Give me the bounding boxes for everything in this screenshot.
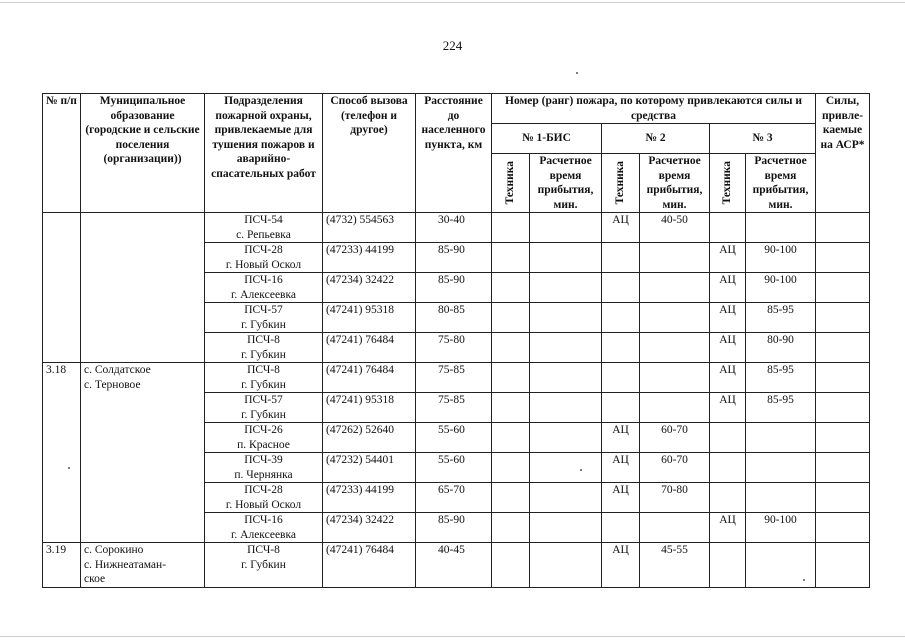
arrival-rank-1bis-cell bbox=[530, 213, 602, 243]
unit-cell bbox=[205, 213, 323, 243]
unit-location: г. Новый Оскол bbox=[225, 258, 302, 271]
tech-rank-2-cell bbox=[602, 513, 640, 543]
municipality-cell: с. Сорокино с. Нижнеатаман- ское bbox=[81, 543, 205, 588]
unit-cell bbox=[205, 333, 323, 363]
unit-cell bbox=[205, 303, 323, 333]
unit-name: ПСЧ-57 bbox=[244, 394, 283, 406]
unit-cell bbox=[205, 453, 323, 483]
table-row bbox=[43, 213, 870, 243]
arrival-rank-1bis-cell bbox=[530, 303, 602, 333]
arrival-rank-3-cell: 80-90 bbox=[746, 333, 816, 363]
unit-cell bbox=[205, 513, 323, 543]
tech-rank-1bis-cell bbox=[492, 543, 530, 588]
tech-rank-3-cell: АЦ bbox=[710, 363, 746, 393]
unit-location: г. Губкин bbox=[241, 558, 286, 571]
row-number-cell: 3.19 bbox=[43, 543, 81, 588]
tech-rank-2-cell bbox=[602, 243, 640, 273]
arrival-rank-2-cell bbox=[640, 303, 710, 333]
arrival-rank-2-cell bbox=[640, 363, 710, 393]
phone-cell: (47232) 54401 bbox=[323, 453, 416, 483]
unit-name: ПСЧ-57 bbox=[244, 304, 283, 316]
header-arrival-rank-3: Расчетное время прибытия, мин. bbox=[746, 154, 816, 213]
header-num: № п/п bbox=[43, 94, 81, 213]
unit-location: г. Алексеевка bbox=[230, 288, 297, 301]
tech-rank-1bis-cell bbox=[492, 423, 530, 453]
tech-rank-1bis-cell bbox=[492, 393, 530, 423]
distance-cell: 55-60 bbox=[416, 453, 492, 483]
scan-speck bbox=[580, 469, 582, 471]
tech-rank-2-cell: АЦ bbox=[602, 453, 640, 483]
tech-rank-3-cell: АЦ bbox=[710, 273, 746, 303]
table-row bbox=[43, 363, 870, 393]
asr-forces-cell bbox=[816, 333, 870, 363]
scan-edge-top bbox=[0, 2, 905, 3]
tech-rank-2-cell: АЦ bbox=[602, 423, 640, 453]
distance-cell: 40-45 bbox=[416, 543, 492, 588]
unit-location: г. Алексеевка bbox=[230, 528, 297, 541]
distance-cell: 75-80 bbox=[416, 333, 492, 363]
arrival-rank-3-cell: 85-95 bbox=[746, 393, 816, 423]
header-rank-3: № 3 bbox=[710, 124, 816, 154]
phone-cell: (47233) 44199 bbox=[323, 243, 416, 273]
asr-forces-cell bbox=[816, 483, 870, 513]
tech-rank-3-cell bbox=[710, 543, 746, 588]
arrival-rank-1bis-cell bbox=[530, 483, 602, 513]
arrival-rank-2-cell: 70-80 bbox=[640, 483, 710, 513]
tech-rank-1bis-cell bbox=[492, 213, 530, 243]
arrival-rank-3-cell bbox=[746, 213, 816, 243]
unit-cell bbox=[205, 423, 323, 453]
arrival-rank-3-cell: 90-100 bbox=[746, 513, 816, 543]
arrival-rank-3-cell bbox=[746, 453, 816, 483]
tech-rank-3-cell bbox=[710, 213, 746, 243]
header-tech-rank-1bis: Техника bbox=[504, 161, 517, 205]
arrival-rank-2-cell: 40-50 bbox=[640, 213, 710, 243]
tech-rank-1bis-cell bbox=[492, 483, 530, 513]
arrival-rank-3-cell: 85-95 bbox=[746, 303, 816, 333]
arrival-rank-1bis-cell bbox=[530, 333, 602, 363]
municipality-cell bbox=[81, 213, 205, 363]
tech-rank-2-cell bbox=[602, 363, 640, 393]
municipality-cell: с. Солдатское с. Терновое bbox=[81, 363, 205, 543]
tech-rank-3-cell: АЦ bbox=[710, 333, 746, 363]
unit-location: г. Губкин bbox=[241, 318, 286, 331]
tech-rank-2-cell: АЦ bbox=[602, 483, 640, 513]
asr-forces-cell bbox=[816, 363, 870, 393]
phone-cell: (47241) 95318 bbox=[323, 303, 416, 333]
header-tech-rank-3: Техника bbox=[721, 161, 734, 205]
arrival-rank-3-cell: 90-100 bbox=[746, 273, 816, 303]
tech-rank-2-cell bbox=[602, 273, 640, 303]
scan-speck bbox=[803, 579, 805, 581]
unit-name: ПСЧ-39 bbox=[244, 454, 283, 466]
arrival-rank-2-cell bbox=[640, 273, 710, 303]
tech-rank-3-cell: АЦ bbox=[710, 513, 746, 543]
unit-cell bbox=[205, 243, 323, 273]
unit-location: г. Новый Оскол bbox=[225, 498, 302, 511]
unit-cell bbox=[205, 543, 323, 588]
phone-cell: (47241) 76484 bbox=[323, 333, 416, 363]
fire-forces-table bbox=[42, 93, 870, 588]
arrival-rank-1bis-cell bbox=[530, 363, 602, 393]
distance-cell: 75-85 bbox=[416, 393, 492, 423]
page-number: 224 bbox=[442, 38, 463, 53]
header-municipality: Муниципальное образование (городские и сельские поселения (организации)) bbox=[81, 94, 205, 213]
arrival-rank-1bis-cell bbox=[530, 393, 602, 423]
tech-rank-1bis-cell bbox=[492, 453, 530, 483]
phone-cell: (47234) 32422 bbox=[323, 513, 416, 543]
asr-forces-cell bbox=[816, 543, 870, 588]
header-asr-forces: Силы, привле-каемые на АСР* bbox=[816, 94, 870, 213]
tech-rank-3-cell bbox=[710, 483, 746, 513]
arrival-rank-1bis-cell bbox=[530, 273, 602, 303]
arrival-rank-1bis-cell bbox=[530, 423, 602, 453]
row-number-cell bbox=[43, 213, 81, 363]
arrival-rank-3-cell bbox=[746, 423, 816, 453]
asr-forces-cell bbox=[816, 243, 870, 273]
tech-rank-1bis-cell bbox=[492, 243, 530, 273]
header-arrival-rank-2: Расчетное время прибытия, мин. bbox=[640, 154, 710, 213]
tech-rank-3-cell: АЦ bbox=[710, 243, 746, 273]
tech-rank-3-cell: АЦ bbox=[710, 393, 746, 423]
table-header bbox=[43, 94, 870, 213]
tech-rank-1bis-cell bbox=[492, 513, 530, 543]
unit-cell bbox=[205, 273, 323, 303]
unit-name: ПСЧ-54 bbox=[244, 214, 283, 226]
asr-forces-cell bbox=[816, 393, 870, 423]
tech-rank-2-cell: АЦ bbox=[602, 543, 640, 588]
header-call-method: Способ вызова (телефон и другое) bbox=[323, 94, 416, 213]
scan-speck bbox=[576, 72, 578, 74]
phone-cell: (4732) 554563 bbox=[323, 213, 416, 243]
unit-location: п. Красное bbox=[237, 438, 290, 451]
asr-forces-cell bbox=[816, 213, 870, 243]
scan-speck bbox=[68, 467, 70, 469]
row-number-cell: 3.18 bbox=[43, 363, 81, 543]
asr-forces-cell bbox=[816, 423, 870, 453]
tech-rank-2-cell bbox=[602, 303, 640, 333]
tech-rank-1bis-cell bbox=[492, 273, 530, 303]
distance-cell: 30-40 bbox=[416, 213, 492, 243]
arrival-rank-2-cell: 60-70 bbox=[640, 453, 710, 483]
unit-cell bbox=[205, 393, 323, 423]
arrival-rank-2-cell bbox=[640, 393, 710, 423]
phone-cell: (47241) 76484 bbox=[323, 543, 416, 588]
unit-name: ПСЧ-28 bbox=[244, 244, 283, 256]
tech-rank-1bis-cell bbox=[492, 303, 530, 333]
tech-rank-3-cell bbox=[710, 423, 746, 453]
table-row bbox=[43, 543, 870, 588]
distance-cell: 80-85 bbox=[416, 303, 492, 333]
unit-cell bbox=[205, 363, 323, 393]
arrival-rank-2-cell bbox=[640, 513, 710, 543]
asr-forces-cell bbox=[816, 513, 870, 543]
asr-forces-cell bbox=[816, 453, 870, 483]
tech-rank-2-cell bbox=[602, 393, 640, 423]
unit-location: г. Губкин bbox=[241, 408, 286, 421]
tech-rank-1bis-cell bbox=[492, 363, 530, 393]
unit-location: г. Губкин bbox=[241, 348, 286, 361]
unit-location: с. Репьевка bbox=[236, 228, 291, 241]
unit-cell bbox=[205, 483, 323, 513]
tech-rank-2-cell: АЦ bbox=[602, 213, 640, 243]
arrival-rank-2-cell bbox=[640, 243, 710, 273]
arrival-rank-1bis-cell bbox=[530, 543, 602, 588]
header-tech-rank-2: Техника bbox=[614, 161, 627, 205]
asr-forces-cell bbox=[816, 303, 870, 333]
distance-cell: 85-90 bbox=[416, 513, 492, 543]
arrival-rank-3-cell bbox=[746, 543, 816, 588]
unit-name: ПСЧ-8 bbox=[247, 364, 280, 376]
arrival-rank-2-cell: 45-55 bbox=[640, 543, 710, 588]
unit-name: ПСЧ-16 bbox=[244, 274, 283, 286]
unit-name: ПСЧ-8 bbox=[247, 334, 280, 346]
unit-name: ПСЧ-28 bbox=[244, 484, 283, 496]
arrival-rank-1bis-cell bbox=[530, 453, 602, 483]
unit-name: ПСЧ-16 bbox=[244, 514, 283, 526]
tech-rank-3-cell: АЦ bbox=[710, 303, 746, 333]
distance-cell: 85-90 bbox=[416, 243, 492, 273]
asr-forces-cell bbox=[816, 273, 870, 303]
unit-name: ПСЧ-26 bbox=[244, 424, 283, 436]
table-body bbox=[43, 213, 870, 588]
arrival-rank-3-cell: 85-95 bbox=[746, 363, 816, 393]
distance-cell: 85-90 bbox=[416, 273, 492, 303]
fire-forces-table-wrapper bbox=[42, 93, 870, 588]
header-distance: Расстояние до населенного пункта, км bbox=[416, 94, 492, 213]
header-units: Подразделения пожарной охраны, привлекаемые для тушения пожаров и аварийно-спасательных работ bbox=[205, 94, 323, 213]
header-arrival-rank-1bis: Расчетное время прибытия, мин. bbox=[530, 154, 602, 213]
arrival-rank-3-cell: 90-100 bbox=[746, 243, 816, 273]
unit-location: п. Чернянка bbox=[234, 468, 293, 481]
distance-cell: 55-60 bbox=[416, 423, 492, 453]
header-rank-1bis: № 1-БИС bbox=[492, 124, 602, 154]
header-fire-rank: Номер (ранг) пожара, по которому привлекаются силы и средства bbox=[492, 94, 816, 124]
phone-cell: (47233) 44199 bbox=[323, 483, 416, 513]
phone-cell: (47234) 32422 bbox=[323, 273, 416, 303]
arrival-rank-1bis-cell bbox=[530, 513, 602, 543]
tech-rank-3-cell bbox=[710, 453, 746, 483]
phone-cell: (47241) 76484 bbox=[323, 363, 416, 393]
phone-cell: (47241) 95318 bbox=[323, 393, 416, 423]
tech-rank-2-cell bbox=[602, 333, 640, 363]
arrival-rank-2-cell: 60-70 bbox=[640, 423, 710, 453]
arrival-rank-2-cell bbox=[640, 333, 710, 363]
tech-rank-1bis-cell bbox=[492, 333, 530, 363]
unit-name: ПСЧ-8 bbox=[247, 544, 280, 556]
arrival-rank-3-cell bbox=[746, 483, 816, 513]
distance-cell: 65-70 bbox=[416, 483, 492, 513]
scan-edge-bottom bbox=[0, 636, 905, 637]
unit-location: г. Губкин bbox=[241, 378, 286, 391]
distance-cell: 75-85 bbox=[416, 363, 492, 393]
phone-cell: (47262) 52640 bbox=[323, 423, 416, 453]
header-rank-2: № 2 bbox=[602, 124, 710, 154]
arrival-rank-1bis-cell bbox=[530, 243, 602, 273]
